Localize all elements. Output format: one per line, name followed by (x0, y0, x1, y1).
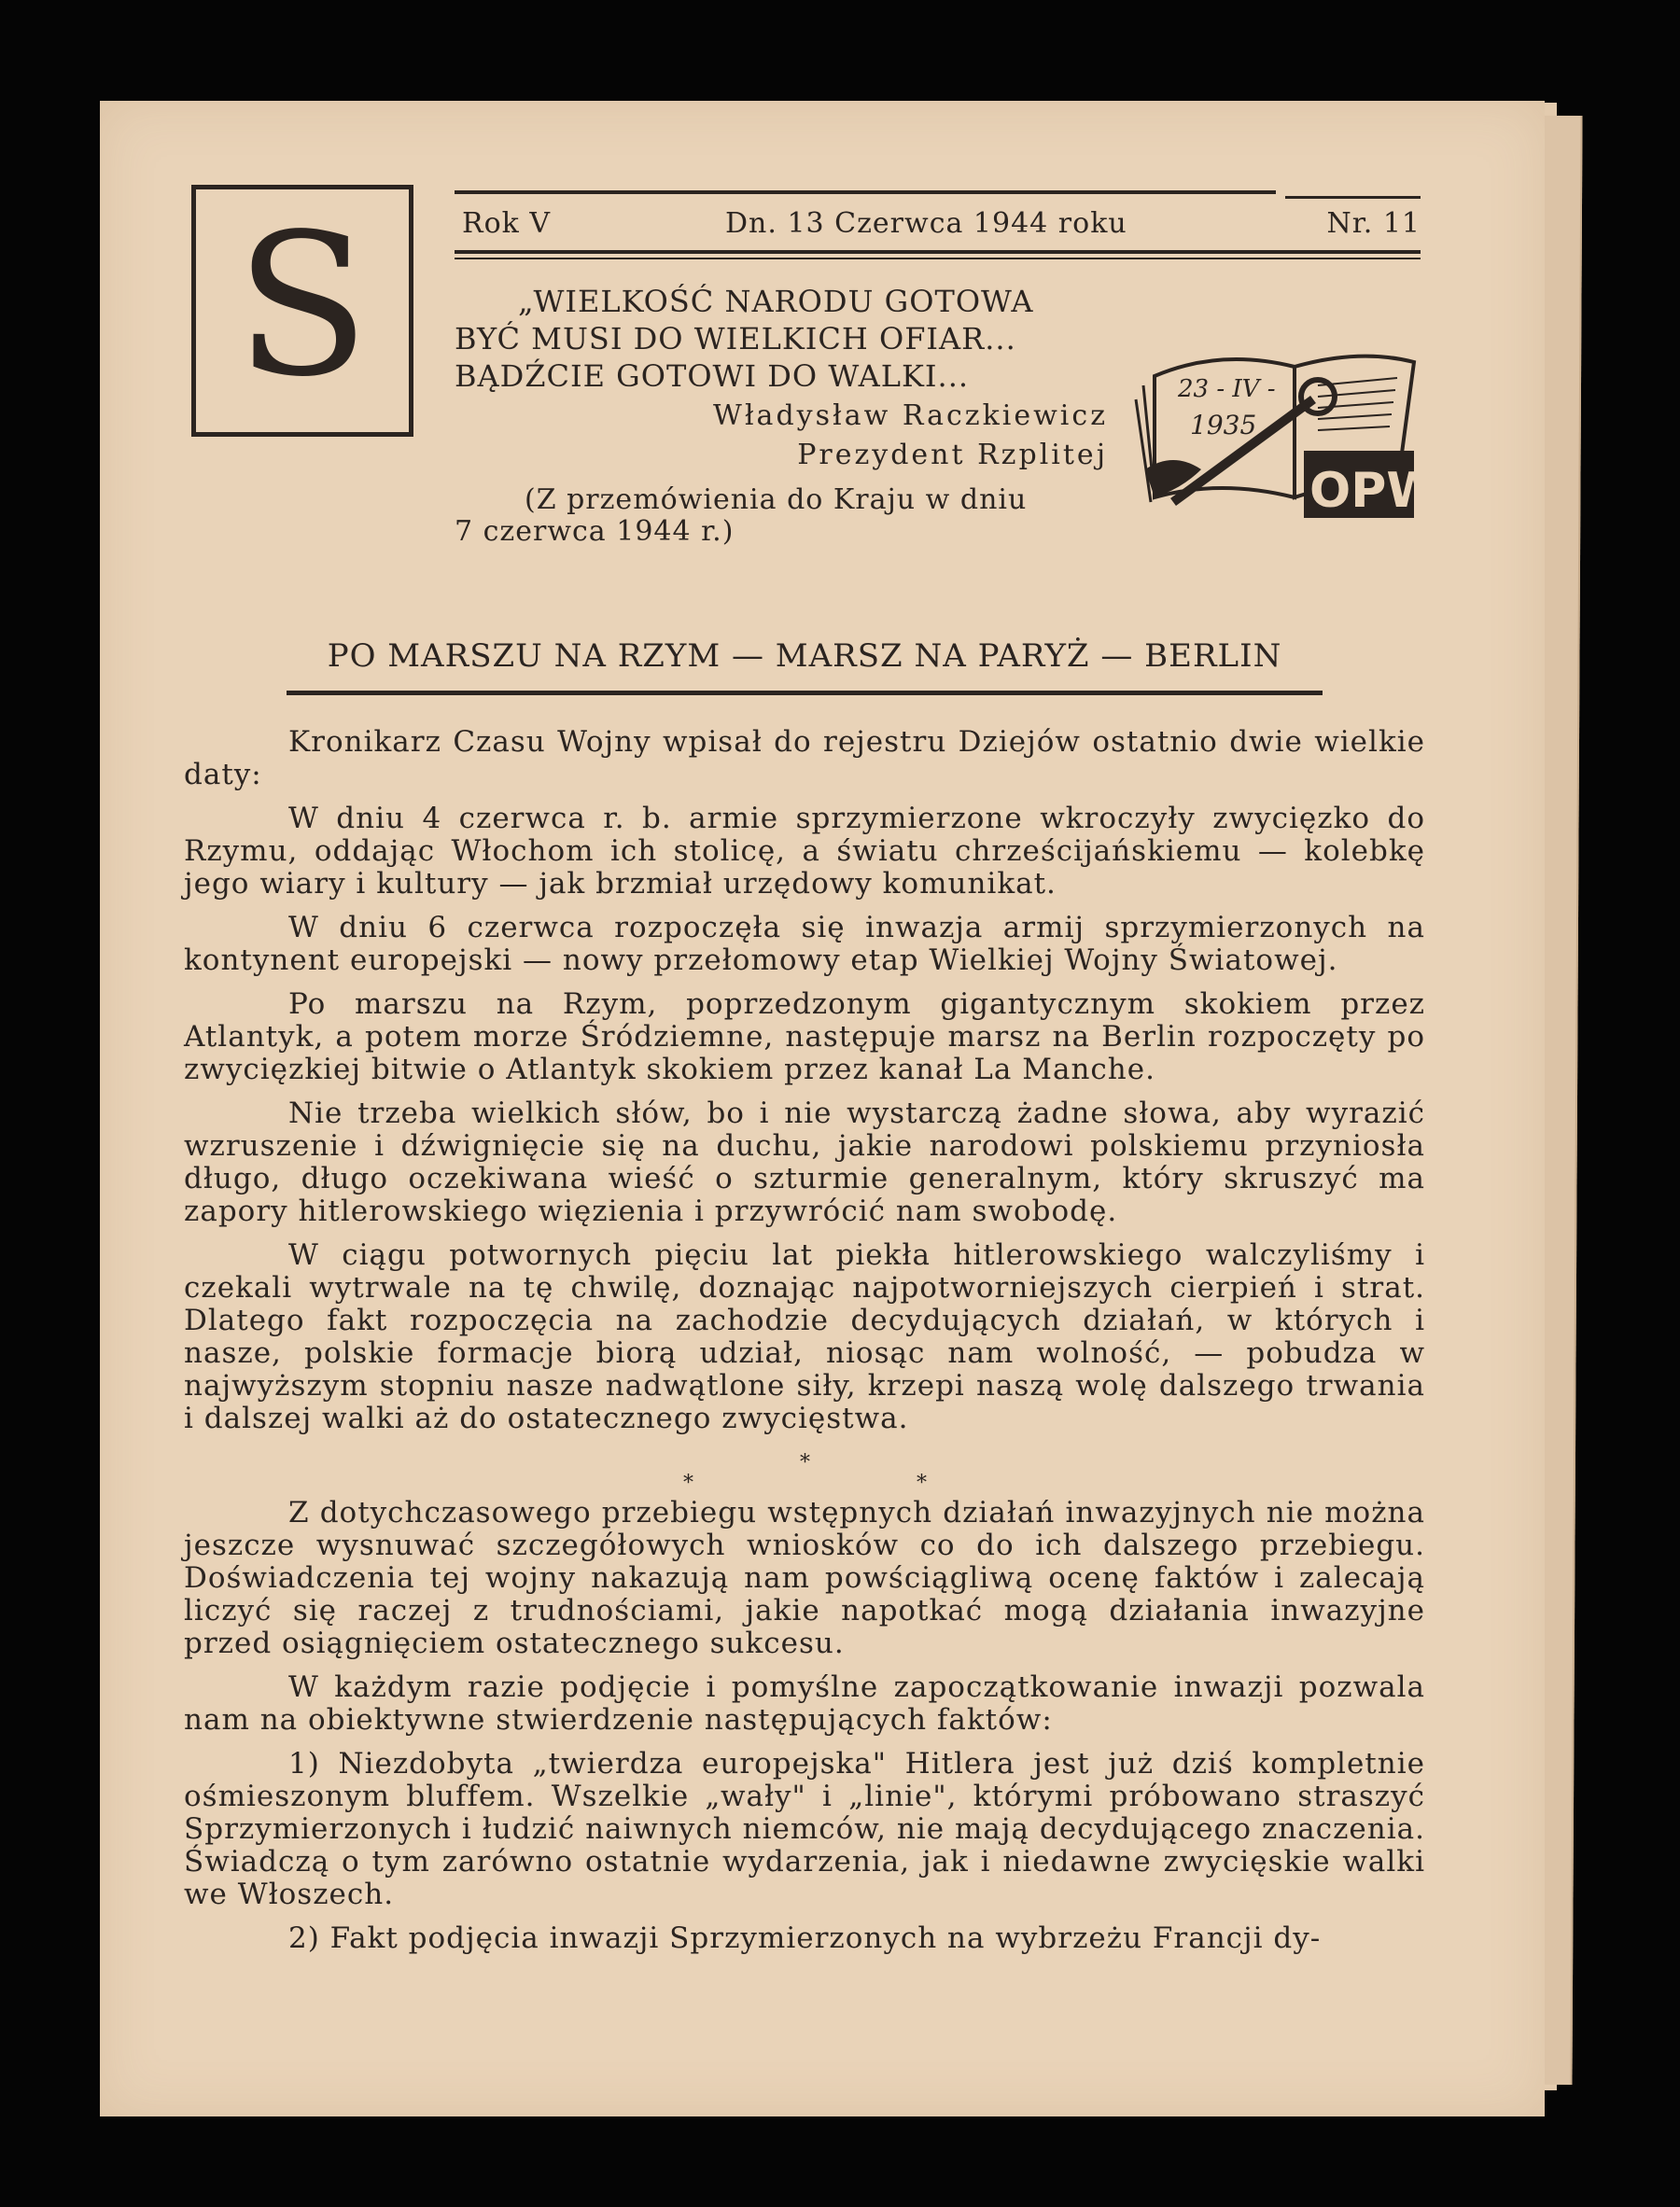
year-label: Rok V (462, 207, 552, 240)
issue-number: Nr. 11 (1326, 207, 1421, 240)
emblem-year: 1935 (1190, 410, 1257, 440)
motto-source-line: (Z przemówienia do Kraju w dniu (525, 483, 1028, 516)
article-headline: PO MARSZU NA RZYM — MARSZ NA PARYŻ — BERLIN (327, 637, 1282, 675)
numbered-point: 2) Fakt podjęcia inwazji Sprzymierzonych na wybrzeżu Francji dy- (288, 1921, 1322, 1955)
headline-rule (287, 691, 1323, 695)
section-separator (184, 1446, 1425, 1497)
opw-emblem (1117, 311, 1440, 535)
separator-star: * (917, 1472, 928, 1495)
article-paragraph: Nie trzeba wielkich słów, bo i nie wystarczą żadne słowa, aby wyrazić wzruszenie i dźwignięcie się na duchu, jakie narodowi polskiemu przyniosła długo, długo oczekiwana wieść o szturmie generalnym, który skruszyć ma zapory hitlerowskiego więzienia i przywrócić nam swobodę. (184, 1097, 1425, 1228)
motto-line: BĄDŹCIE GOTOWI DO WALKI... (455, 358, 970, 394)
motto-line: „WIELKOŚĆ NARODU GOTOWA (518, 284, 1034, 319)
emblem-date: 23 - IV - (1178, 375, 1276, 403)
motto-line: BYĆ MUSI DO WIELKICH OFIAR... (455, 321, 1016, 356)
motto-quote (455, 283, 1108, 395)
article-body (184, 726, 1425, 1966)
masthead-bottom-rule (455, 258, 1421, 259)
masthead-top-rule (455, 190, 1276, 194)
article-paragraph: Kronikarz Czasu Wojny wpisał do rejestru Dziejów ostatnio dwie wielkie daty: (184, 725, 1425, 791)
motto-author: Władysław Raczkiewicz (713, 399, 1108, 432)
motto-source (455, 484, 1108, 548)
numbered-point: 1) Niezdobyta „twierdza europejska" Hitlera jest już dziś kompletnie ośmieszonym bluffem. Wszelkie „wały" i „linie", którymi próbowano straszyć Sprzymierzonych i łudzić naiwnych niemców, nie mają decydującego znaczenia. Świadczą o tym zarówno ostatnie wydarzenia, jak i niedawne zwycięskie walki we Włoszech. (184, 1747, 1425, 1911)
article-paragraph: W dniu 4 czerwca r. b. armie sprzymierzone wkroczyły zwycięzko do Rzymu, oddając Włochom ich stolicę, a światu chrześcijańskiemu — kolebkę jego wiary i kultury — jak brzmiał urzędowy komunikat. (184, 802, 1425, 901)
article-paragraph: Z dotychczasowego przebiegu wstępnych działań inwazyjnych nie można jeszcze wysnuwać szczegółowych wniosków co do ich dalszego przebiegu. Doświadczenia tej wojny nakazują nam powściągliwą ocenę faktów i zalecają liczyć się raczej z trudnościami, jakie napotkać mogą działania inwazyjne przed osiągnięciem ostatecznego sukcesu. (184, 1496, 1425, 1660)
masthead (455, 203, 1421, 244)
newsletter-page (100, 101, 1545, 2116)
article-paragraph: W każdym razie podjęcie i pomyślne zapoczątkowanie inwazji pozwala nam na obiektywne stwierdzenie następujących faktów: (184, 1670, 1425, 1737)
emblem-letters: OPW (1309, 463, 1440, 519)
separator-star: * (800, 1451, 811, 1474)
motto-block (455, 283, 1108, 548)
masthead-top-rule (1285, 196, 1421, 199)
motto-source-line: 7 czerwca 1944 r.) (455, 515, 735, 548)
article-paragraph: W ciągu potwornych pięciu lat piekła hitlerowskiego walczyliśmy i czekali wytrwale na tę chwilę, doznając najpotworniejszych cierpień i strat. Dlatego fakt rozpoczęcia na zachodzie decydujących działań, w których i nasze, polskie formacje biorą udział, niosąc nam wolność, — pobudza w najwyższym stopniu nasze nadwątlone siły, krzepi naszą wolę dalszego trwania i dalszej walki aż do ostatecznego zwycięstwa. (184, 1238, 1425, 1435)
motto-author-title: Prezydent Rzplitej (797, 439, 1108, 471)
article-paragraph: W dniu 6 czerwca rozpoczęła się inwazja armij sprzymierzonych na kontynent europejski — nowy przełomowy etap Wielkiej Wojny Światowej. (184, 911, 1425, 977)
masthead-bottom-rule (455, 250, 1421, 254)
separator-star: * (683, 1472, 694, 1495)
date-label: Dn. 13 Czerwca 1944 roku (725, 207, 1127, 240)
logo-letter: S (235, 191, 370, 420)
article-paragraph: Po marszu na Rzym, poprzedzonym gigantycznym skokiem przez Atlantyk, a potem morze Śródziemne, następuje marsz na Berlin rozpoczęty po zwycięzkiej bitwie o Atlantyk skokiem przez kanał La Manche. (184, 987, 1425, 1086)
title-logo (191, 185, 413, 437)
